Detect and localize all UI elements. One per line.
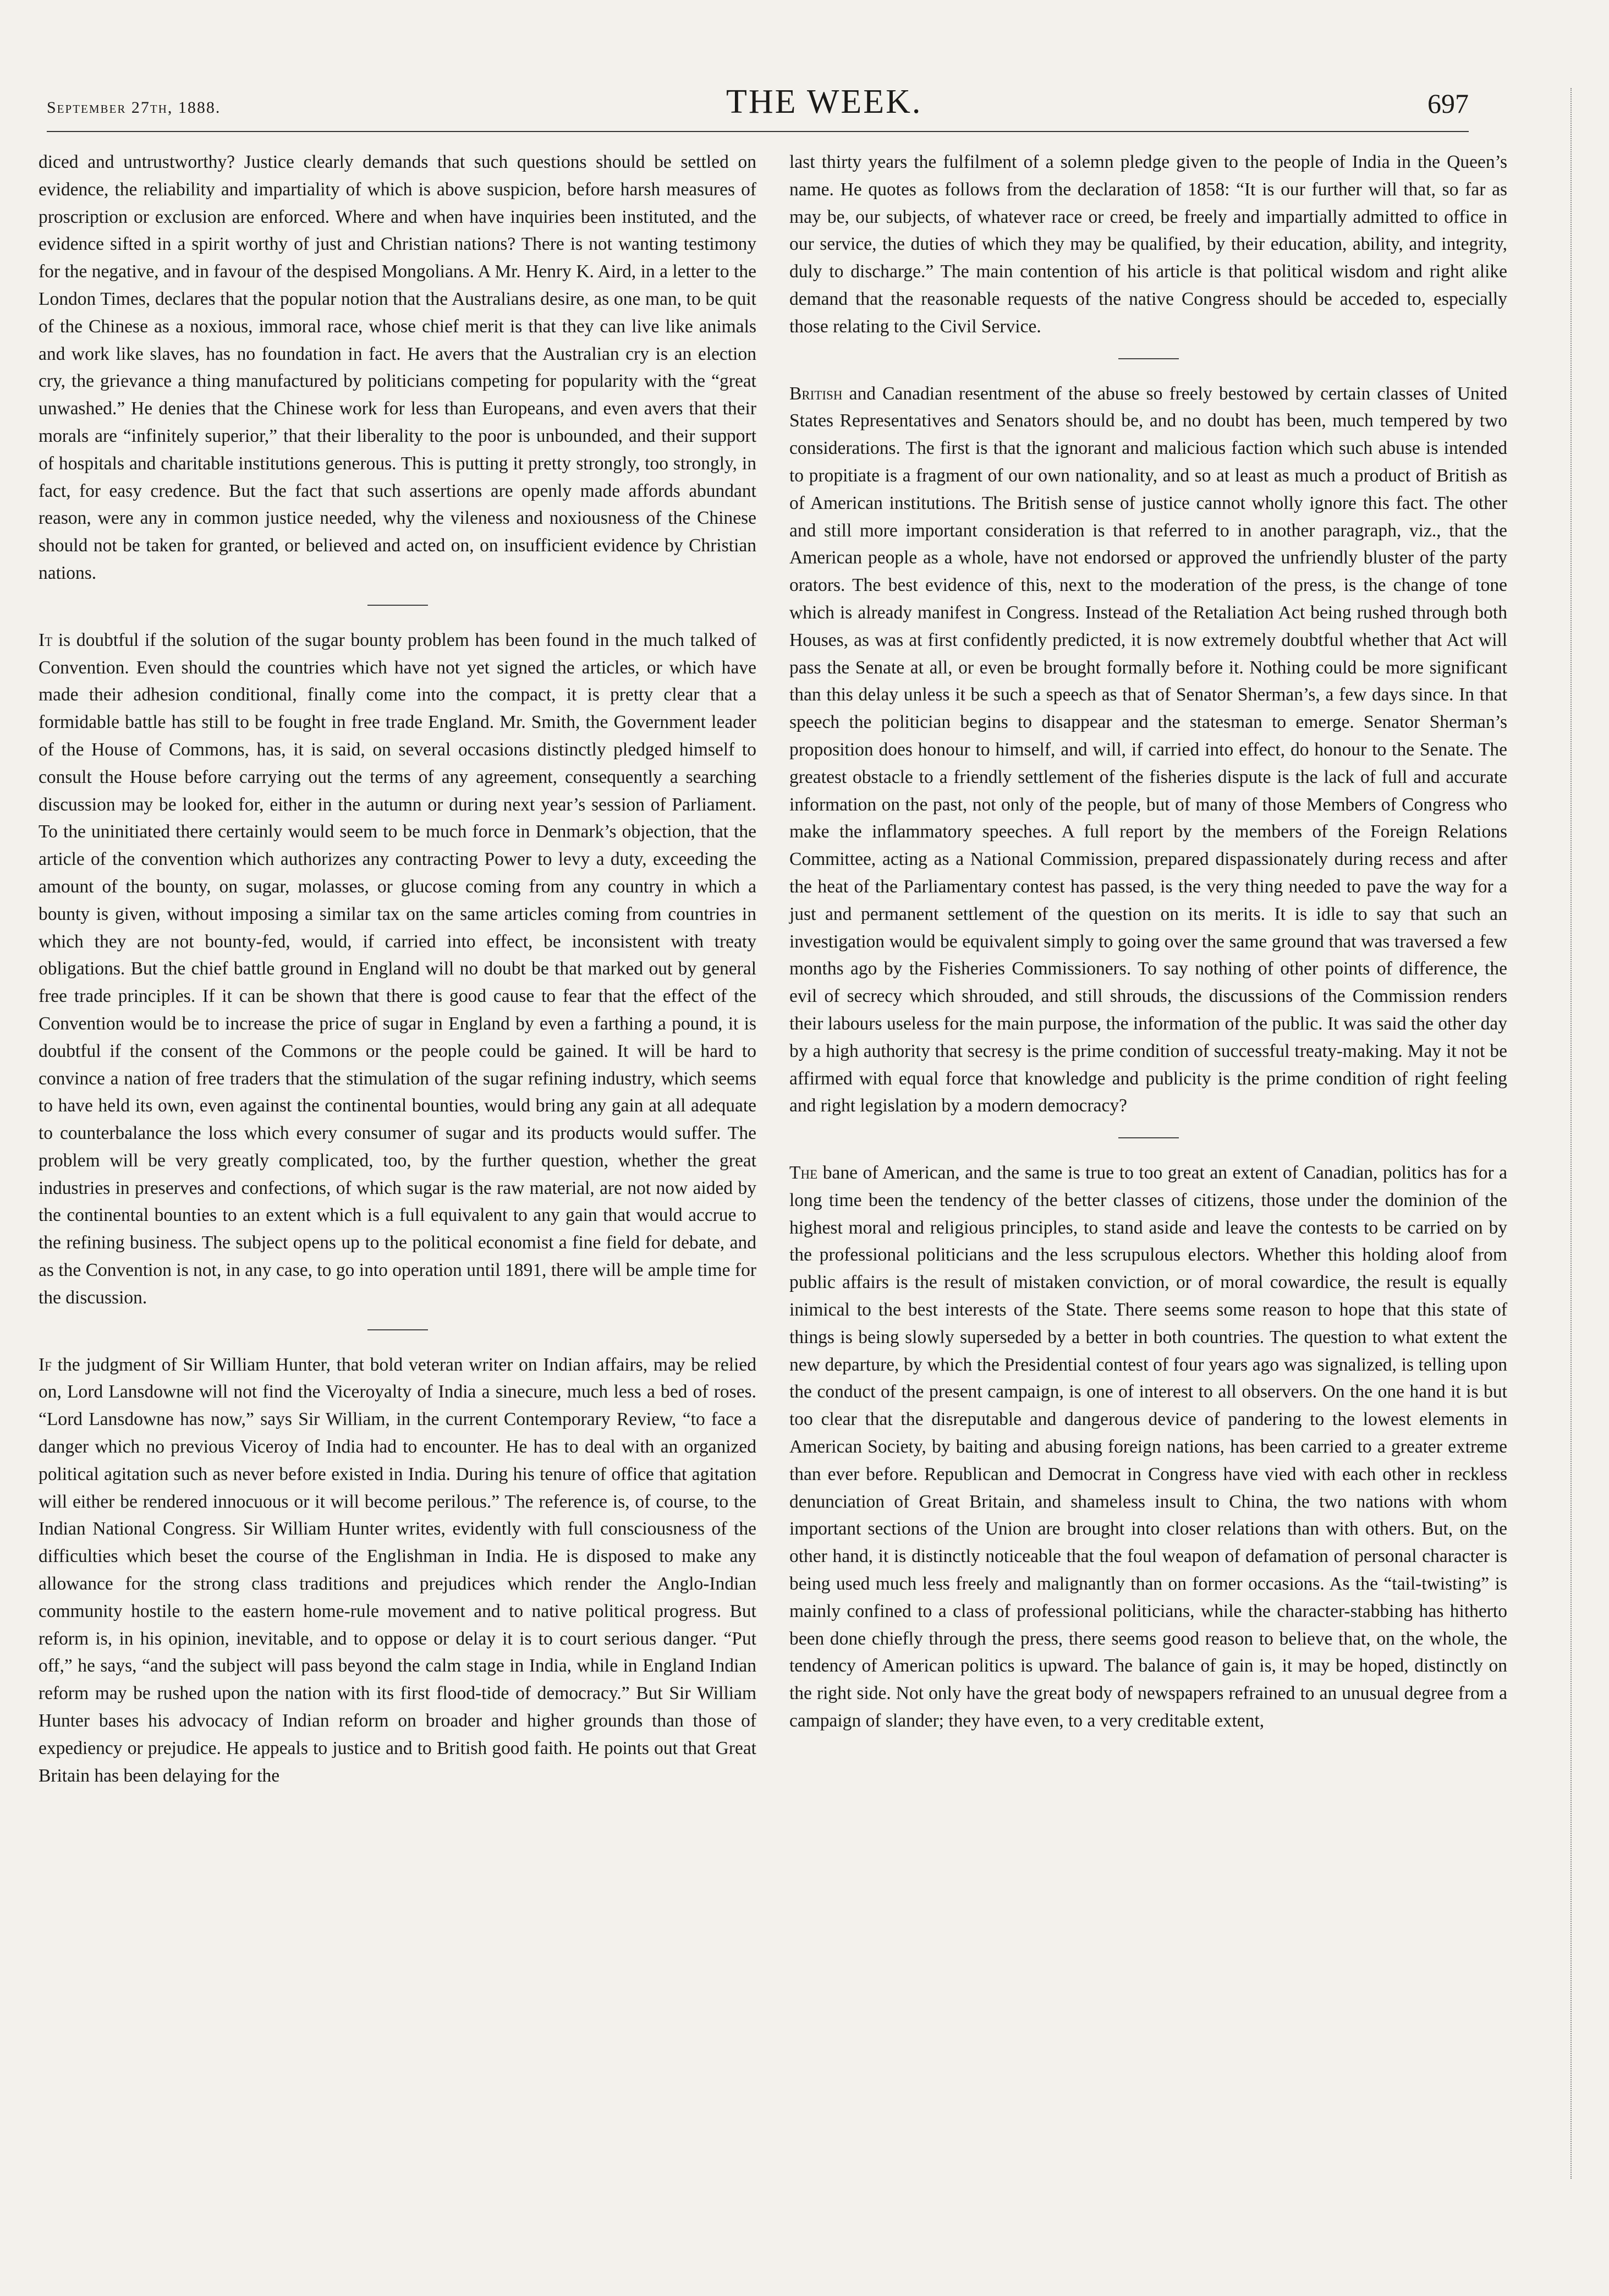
header-rule: [47, 131, 1469, 132]
paragraph-text: is doubtful if the solution of the sugar bounty problem has been found in the much talked of Convention. Even should the countries which have not yet signed the articles, or which have made their adhesion conditional, finally come into the compact, it is pretty clear that a formidable battle has still to be fought in free trade England. Mr. Smith, the Government leader of the House of Commons, has, it is said, on several occasions distinctly pledged himself to consult the House before carrying out the terms of any agreement, consequently a searching discussion may be looked for, either in the autumn or during next year’s session of Parliament. To the uninitiated there certainly would seem to be much force in Denmark’s objection, that the article of the convention which authorizes any contracting Power to levy a duty, exceeding the amount of the bounty, on sugar, molasses, or glucose coming from any country in which a bounty is given, without imposing a similar tax on the same articles coming from countries in which they are not bounty-fed, would, if carried into effect, be inconsistent with treaty obligations. But the chief battle ground in England will no doubt be that marked out by general free trade principles. If it can be shown that there is good cause to fear that the effect of the Convention would be to increase the price of sugar in England by even a farthing a pound, it is doubtful if the consent of the Commons or the people could be gained. It will be hard to convince a nation of free traders that the stimulation of the sugar refining industry, which seems to have held its own, even against the continental bounties, would bring any gain at all adequate to counterbalance the loss which every consumer of sugar and its products would suffer. The problem will be very greatly complicated, too, by the further question, whether the great industries in preserves and confections, of which sugar is the raw material, are not now aided by the continental bounties to an extent which is a full equivalent to any gain that would accrue to the refining business. The subject opens up to the political economist a fine field for debate, and as the Convention is not, in any case, to go into operation until 1891, there will be ample time for the discussion.: [39, 629, 756, 1308]
article-paragraph: [39, 1351, 756, 1790]
paragraph-text: the judgment of Sir William Hunter, that bold veteran writer on Indian affairs, may be relied on, Lord Lansdowne will not find the Viceroyalty of India a sinecure, much less a bed of roses. “Lord Lansdowne has now,” says Sir William, in the current Contemporary Review, “to face a danger which no previous Viceroy of India had to encounter. He has to deal with an organized political agitation such as never before existed in India. During his tenure of office that agitation will either be rendered innocuous or it will become perilous.” The reference is, of course, to the Indian National Congress. Sir William Hunter writes, evidently with full consciousness of the difficulties which beset the course of the Englishman in India. He is disposed to make any allowance for the strong class traditions and prejudices which render the Anglo-Indian community hostile to the eastern home-rule movement and to native political progress. But reform is, in his opinion, inevitable, and to oppose or delay it is to court serious danger. “Put off,” he says, “and the subject will pass beyond the calm stage in India, while in England Indian reform may be rushed upon the nation with its first flood-tide of democracy.” But Sir William Hunter bases his advocacy of Indian reform on broader and higher grounds than those of expediency or prejudice. He appeals to justice and to British good faith. He points out that Great Britain has been delaying for the: [39, 1354, 756, 1786]
paragraph-lead: British: [789, 383, 843, 404]
paragraph-lead: The: [789, 1163, 818, 1183]
right-column: [789, 149, 1507, 1735]
section-divider: [1118, 358, 1179, 359]
paragraph-text: bane of American, and the same is true to too great an extent of Canadian, politics has for a long time been the tendency of the better classes of citizens, those under the dominion of the highest moral and religious principles, to stand aside and leave the contests to be carried on by the professional politicians and the less scrupulous electors. Whether this holding aloof from public affairs is the result of mistaken conviction, or of moral cowardice, the result is equally inimical to the best interests of the State. There seems some reason to hope that this state of things is being slowly superseded by a better in both countries. The question to what extent the new departure, by which the Presidential contest of four years ago was signalized, is telling upon the conduct of the present campaign, is one of interest to all observers. On the one hand it is but too clear that the disreputable and dangerous device of pandering to the lowest elements in American Society, by baiting and abusing foreign nations, has been carried to a greater extreme than ever before. Republican and Democrat in Congress have vied with each other in reckless denunciation of Great Britain, and shameless insult to China, the two nations with whom important sections of the Union are brought into closer relations than with others. But, on the other hand, it is distinctly noticeable that the foul weapon of defamation of personal character is being used much less freely and malignantly than on former occasions. As the “tail-twisting” is mainly confined to a class of professional politicians, while the character-stabbing has hitherto been done chiefly through the press, there seems good reason to believe that, on the whole, the tendency of American politics is upward. The balance of gain is, it may be hoped, distinctly on the right side. Not only have the great body of newspapers refrained to an unusual degree from a campaign of slander; they have even, to a very creditable extent,: [789, 1163, 1507, 1731]
binding-edge: [1570, 88, 1579, 2179]
article-paragraph: [789, 149, 1507, 341]
paragraph-text: diced and untrustworthy? Justice clearly demands that such questions should be settled on evidence, the reliability and impartiality of which is above suspicion, before harsh measures of proscription or exclusion are enforced. Where and when have inquiries been instituted, and the evidence sifted in a spirit worthy of just and Christian nations? There is not wanting testimony for the negative, and in favour of the despised Mongolians. A Mr. Henry K. Aird, in a letter to the London Times, declares that the popular notion that the Australians desire, as one man, to be quit of the Chinese as a noxious, immoral race, whose chief merit is that they can live like animals and work like slaves, has no foundation in fact. He avers that the Australian cry is an election cry, the grievance a thing manufactured by politicians competing for popularity with the “great unwashed.” He denies that the Chinese work for less than Europeans, and even avers that their morals are “infinitely superior,” that their liberality to the poor is unbounded, and their support of hospitals and charitable institutions generous. This is putting it pretty strongly, too strongly, in fact, for easy credence. But the fact that such assertions are openly made affords abundant reason, were any in common justice needed, why the vileness and noxiousness of the Chinese should not be taken for granted, or believed and acted on, on insufficient evidence by Christian nations.: [39, 152, 756, 583]
paragraph-lead: If: [39, 1354, 52, 1375]
issue-date: September 27th, 1888.: [47, 98, 221, 117]
masthead-title: THE WEEK.: [726, 83, 922, 120]
section-divider: [1118, 1137, 1179, 1138]
left-column: [39, 149, 756, 1789]
paragraph-text: and Canadian resentment of the abuse so freely bestowed by certain classes of United States Representatives and Senators should be, and no doubt has been, much tempered by two considerations. The first is that the ignorant and malicious faction which such abuse is intended to propitiate is a fragment of our own nationality, and so at least as much a product of British as of American institutions. The British sense of justice cannot wholly ignore this fact. The other and still more important consideration is that referred to in another paragraph, viz., that the American people as a whole, have not endorsed or approved the unfriendly bluster of the party orators. The best evidence of this, next to the moderation of the press, is the change of tone which is already manifest in Congress. Instead of the Retaliation Act being rushed through both Houses, as was at first confidently predicted, it is now extremely doubtful whether that Act will pass the Senate at all, or even be brought formally before it. Nothing could be more significant than this delay unless it be such a speech as that of Senator Sherman’s, a few days since. In that speech the politician begins to disappear and the statesman to emerge. Senator Sherman’s proposition does honour to himself, and will, if carried into effect, do honour to the Senate. The greatest obstacle to a friendly settlement of the fisheries dispute is the lack of full and accurate information on the past, not only of the people, but of many of those Members of Congress who make the inflammatory speeches. A full report by the members of the Foreign Relations Committee, acting as a National Commission, prepared dispassionately during recess and after the heat of the Parliamentary contest has passed, is the very thing needed to pave the way for a just and permanent settlement of the question on its merits. It is idle to say that such an investigation would be equivalent simply to going over the same ground that was traversed a few months ago by the Fisheries Commissioners. To say nothing of other points of difference, the evil of secrecy which shrouded, and still shrouds, the discussions of the Commission renders their labours useless for the main purpose, the information of the public. It was said the other day by a high authority that secresy is the prime condition of successful treaty-making. May it not be affirmed with equal force that knowledge and publicity is the prime condition of right feeling and right legislation by a modern democracy?: [789, 383, 1507, 1116]
page-number: 697: [1427, 88, 1469, 119]
section-divider: [367, 605, 428, 606]
article-paragraph: [789, 1159, 1507, 1735]
paragraph-lead: It: [39, 629, 53, 650]
article-paragraph: [39, 627, 756, 1312]
article-paragraph: [39, 149, 756, 587]
page-header: [47, 83, 1469, 127]
paragraph-text: last thirty years the fulfilment of a solemn pledge given to the people of India in the Queen’s name. He quotes as follows from the declaration of 1858: “It is our further will that, so far as may be, our subjects, of whatever race or creed, be freely and impartially admitted to office in our service, the duties of which they may be qualified, by their education, ability, and integrity, duly to discharge.” The main contention of his article is that political wisdom and right alike demand that the reasonable requests of the native Congress should be acceded to, especially those relating to the Civil Service.: [789, 152, 1507, 337]
section-divider: [367, 1329, 428, 1330]
article-paragraph: [789, 380, 1507, 1120]
